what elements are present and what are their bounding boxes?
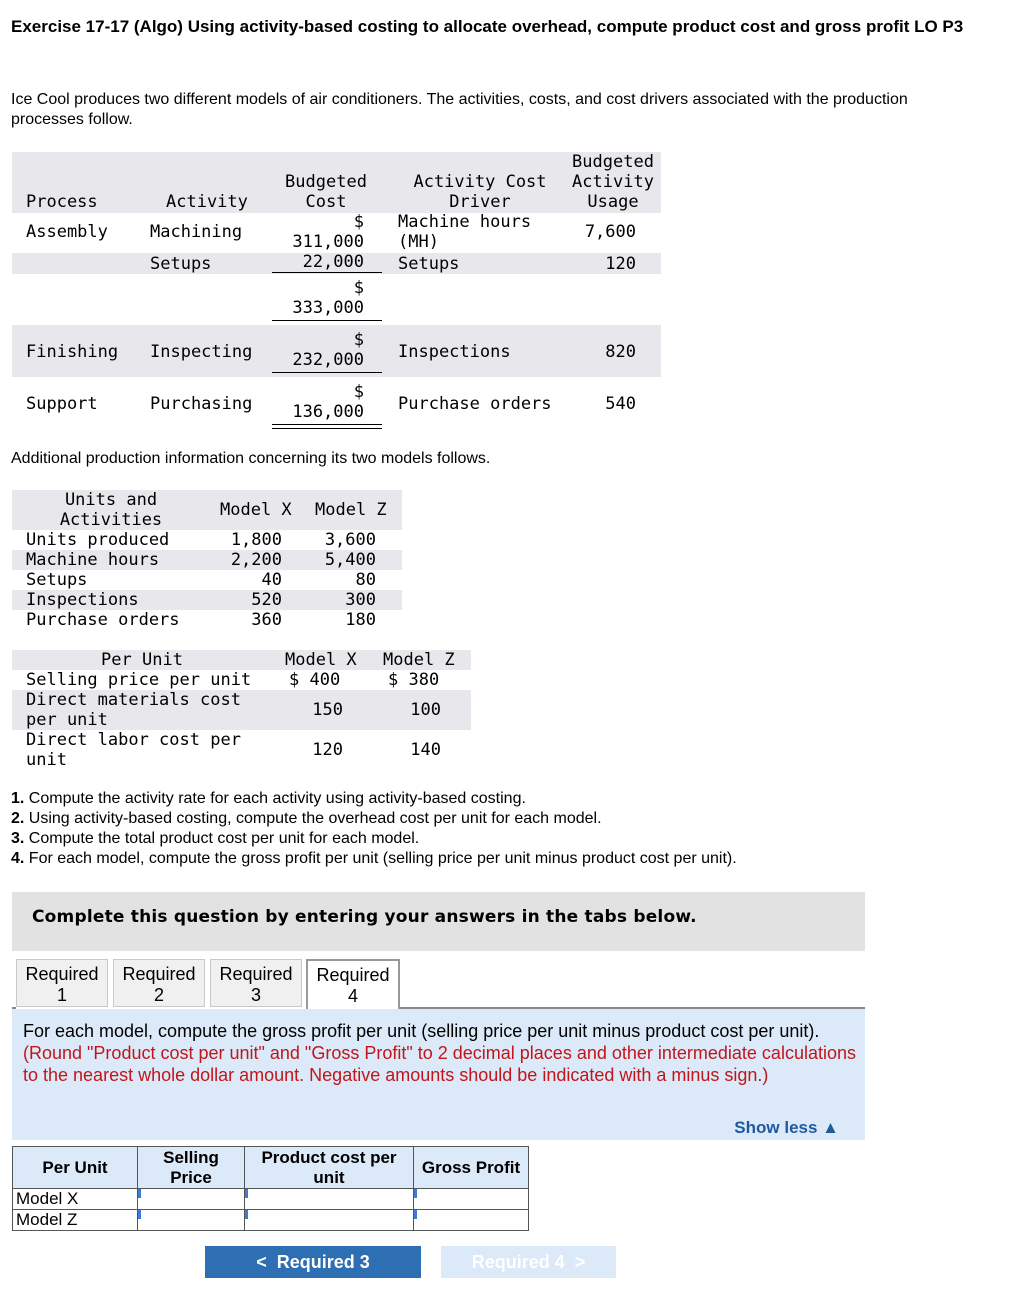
header-process: Process (26, 192, 98, 212)
units-col-x: Model X (220, 500, 292, 520)
units-col-z: Model Z (315, 500, 387, 520)
activity-machining: Machining (150, 222, 243, 242)
per-unit-col-x: Model X (285, 650, 357, 670)
intro-text: Ice Cool produces two different models of air conditioners. The activities, costs, and cost drivers associated with the production processes follow. (11, 91, 908, 128)
process-support: Support (26, 394, 98, 414)
tab-required-4[interactable]: Required 4 (306, 959, 400, 1009)
units-row-label: Inspections (26, 590, 139, 610)
driver-inspections: Inspections (398, 342, 511, 362)
activity-purchasing: Purchasing (150, 394, 253, 414)
answer-header: Product cost per unit (245, 1147, 414, 1189)
cost-purchasing: 136,000 (292, 402, 364, 422)
exercise-title: Exercise 17-17 (Algo) Using activity-based costing to allocate overhead, compute product cost and gross profit LO P3 (11, 17, 964, 36)
product-cost-input-z[interactable] (245, 1210, 413, 1230)
triangle-up-icon: ▲ (822, 1118, 839, 1137)
next-required-4-button[interactable]: Required 4 > (441, 1246, 616, 1278)
row-label-model-x: Model X (13, 1189, 138, 1210)
driver-purchase-orders: Purchase orders (398, 394, 552, 414)
answer-header: Gross Profit (414, 1147, 529, 1189)
question-item: 3. Compute the total product cost per unit for each model. (11, 830, 420, 847)
header-budgeted-cost: Budgeted (285, 172, 367, 192)
process-assembly: Assembly (26, 222, 108, 242)
labor-label: Direct labor cost per (26, 730, 241, 750)
instruction-panel (12, 1009, 865, 1140)
units-row-label: Units produced (26, 530, 170, 550)
show-less-link[interactable]: Show less ▲ (734, 1118, 839, 1137)
units-row-label: Machine hours (26, 550, 160, 570)
per-unit-col-z: Model Z (383, 650, 455, 670)
usage-machining: 7,600 (584, 222, 636, 242)
tab-required-3[interactable]: Required 3 (210, 959, 302, 1007)
usage-purchase-orders: 540 (605, 394, 636, 414)
gross-profit-input-z[interactable] (414, 1210, 528, 1230)
process-finishing: Finishing (26, 342, 119, 362)
usage-inspections: 820 (605, 342, 636, 362)
instruction-banner: Complete this question by entering your answers in the tabs below. (12, 892, 865, 951)
question-list (11, 789, 971, 869)
gross-profit-input-x[interactable] (414, 1189, 528, 1209)
units-row-label: Purchase orders (26, 610, 180, 630)
activity-inspecting: Inspecting (150, 342, 253, 362)
header-activity: Activity (166, 192, 248, 212)
tab-required-1[interactable]: Required 1 (16, 959, 108, 1007)
selling-price-label: Selling price per unit (26, 670, 252, 690)
instruction-text: For each model, compute the gross profit per unit (selling price per unit minus product cost per unit). (23, 1021, 820, 1041)
selling-price-input-z[interactable] (138, 1210, 244, 1230)
activity-setups: Setups (150, 254, 212, 274)
product-cost-input-x[interactable] (245, 1189, 413, 1209)
answer-header: Per Unit (13, 1147, 138, 1189)
units-row-label: Setups (26, 570, 88, 590)
chevron-right-icon: > (564, 1251, 586, 1272)
chevron-left-icon: < (256, 1251, 277, 1272)
driver-setups: Setups (398, 254, 460, 274)
question-item: 4. For each model, compute the gross profit per unit (selling price per unit minus product cost per unit). (11, 850, 737, 867)
units-header: Units and (64, 490, 158, 510)
header-driver: Activity Cost (413, 172, 547, 192)
answer-header: Selling Price (138, 1147, 245, 1189)
cost-setups: 22,000 (302, 252, 364, 272)
cost-machining: 311,000 (292, 232, 364, 252)
cost-assembly-subtotal: 333,000 (292, 298, 364, 318)
additional-info-text: Additional production information concerning its two models follows. (11, 450, 491, 467)
header-usage: Budgeted (572, 152, 654, 172)
question-item: 1. Compute the activity rate for each activity using activity-based costing. (11, 790, 526, 807)
tab-required-2[interactable]: Required 2 (113, 959, 205, 1007)
question-item: 2. Using activity-based costing, compute the overhead cost per unit for each model. (11, 810, 602, 827)
selling-price-input-x[interactable] (138, 1189, 244, 1209)
row-label-model-z: Model Z (13, 1210, 138, 1231)
rounding-note: (Round "Product cost per unit" and "Gross Profit" to 2 decimal places and other intermediate calculations to the nearest whole dollar amount. Negative amounts should be indicated with a minus sign.) (23, 1043, 856, 1085)
usage-setups: 120 (605, 254, 636, 274)
prev-required-3-button[interactable]: < Required 3 (205, 1246, 421, 1278)
materials-label: Direct materials cost (26, 690, 241, 710)
cost-inspecting: 232,000 (292, 350, 364, 370)
per-unit-header: Per Unit (101, 650, 183, 670)
driver-machining: Machine hours (398, 212, 532, 232)
answer-table (12, 1146, 529, 1231)
